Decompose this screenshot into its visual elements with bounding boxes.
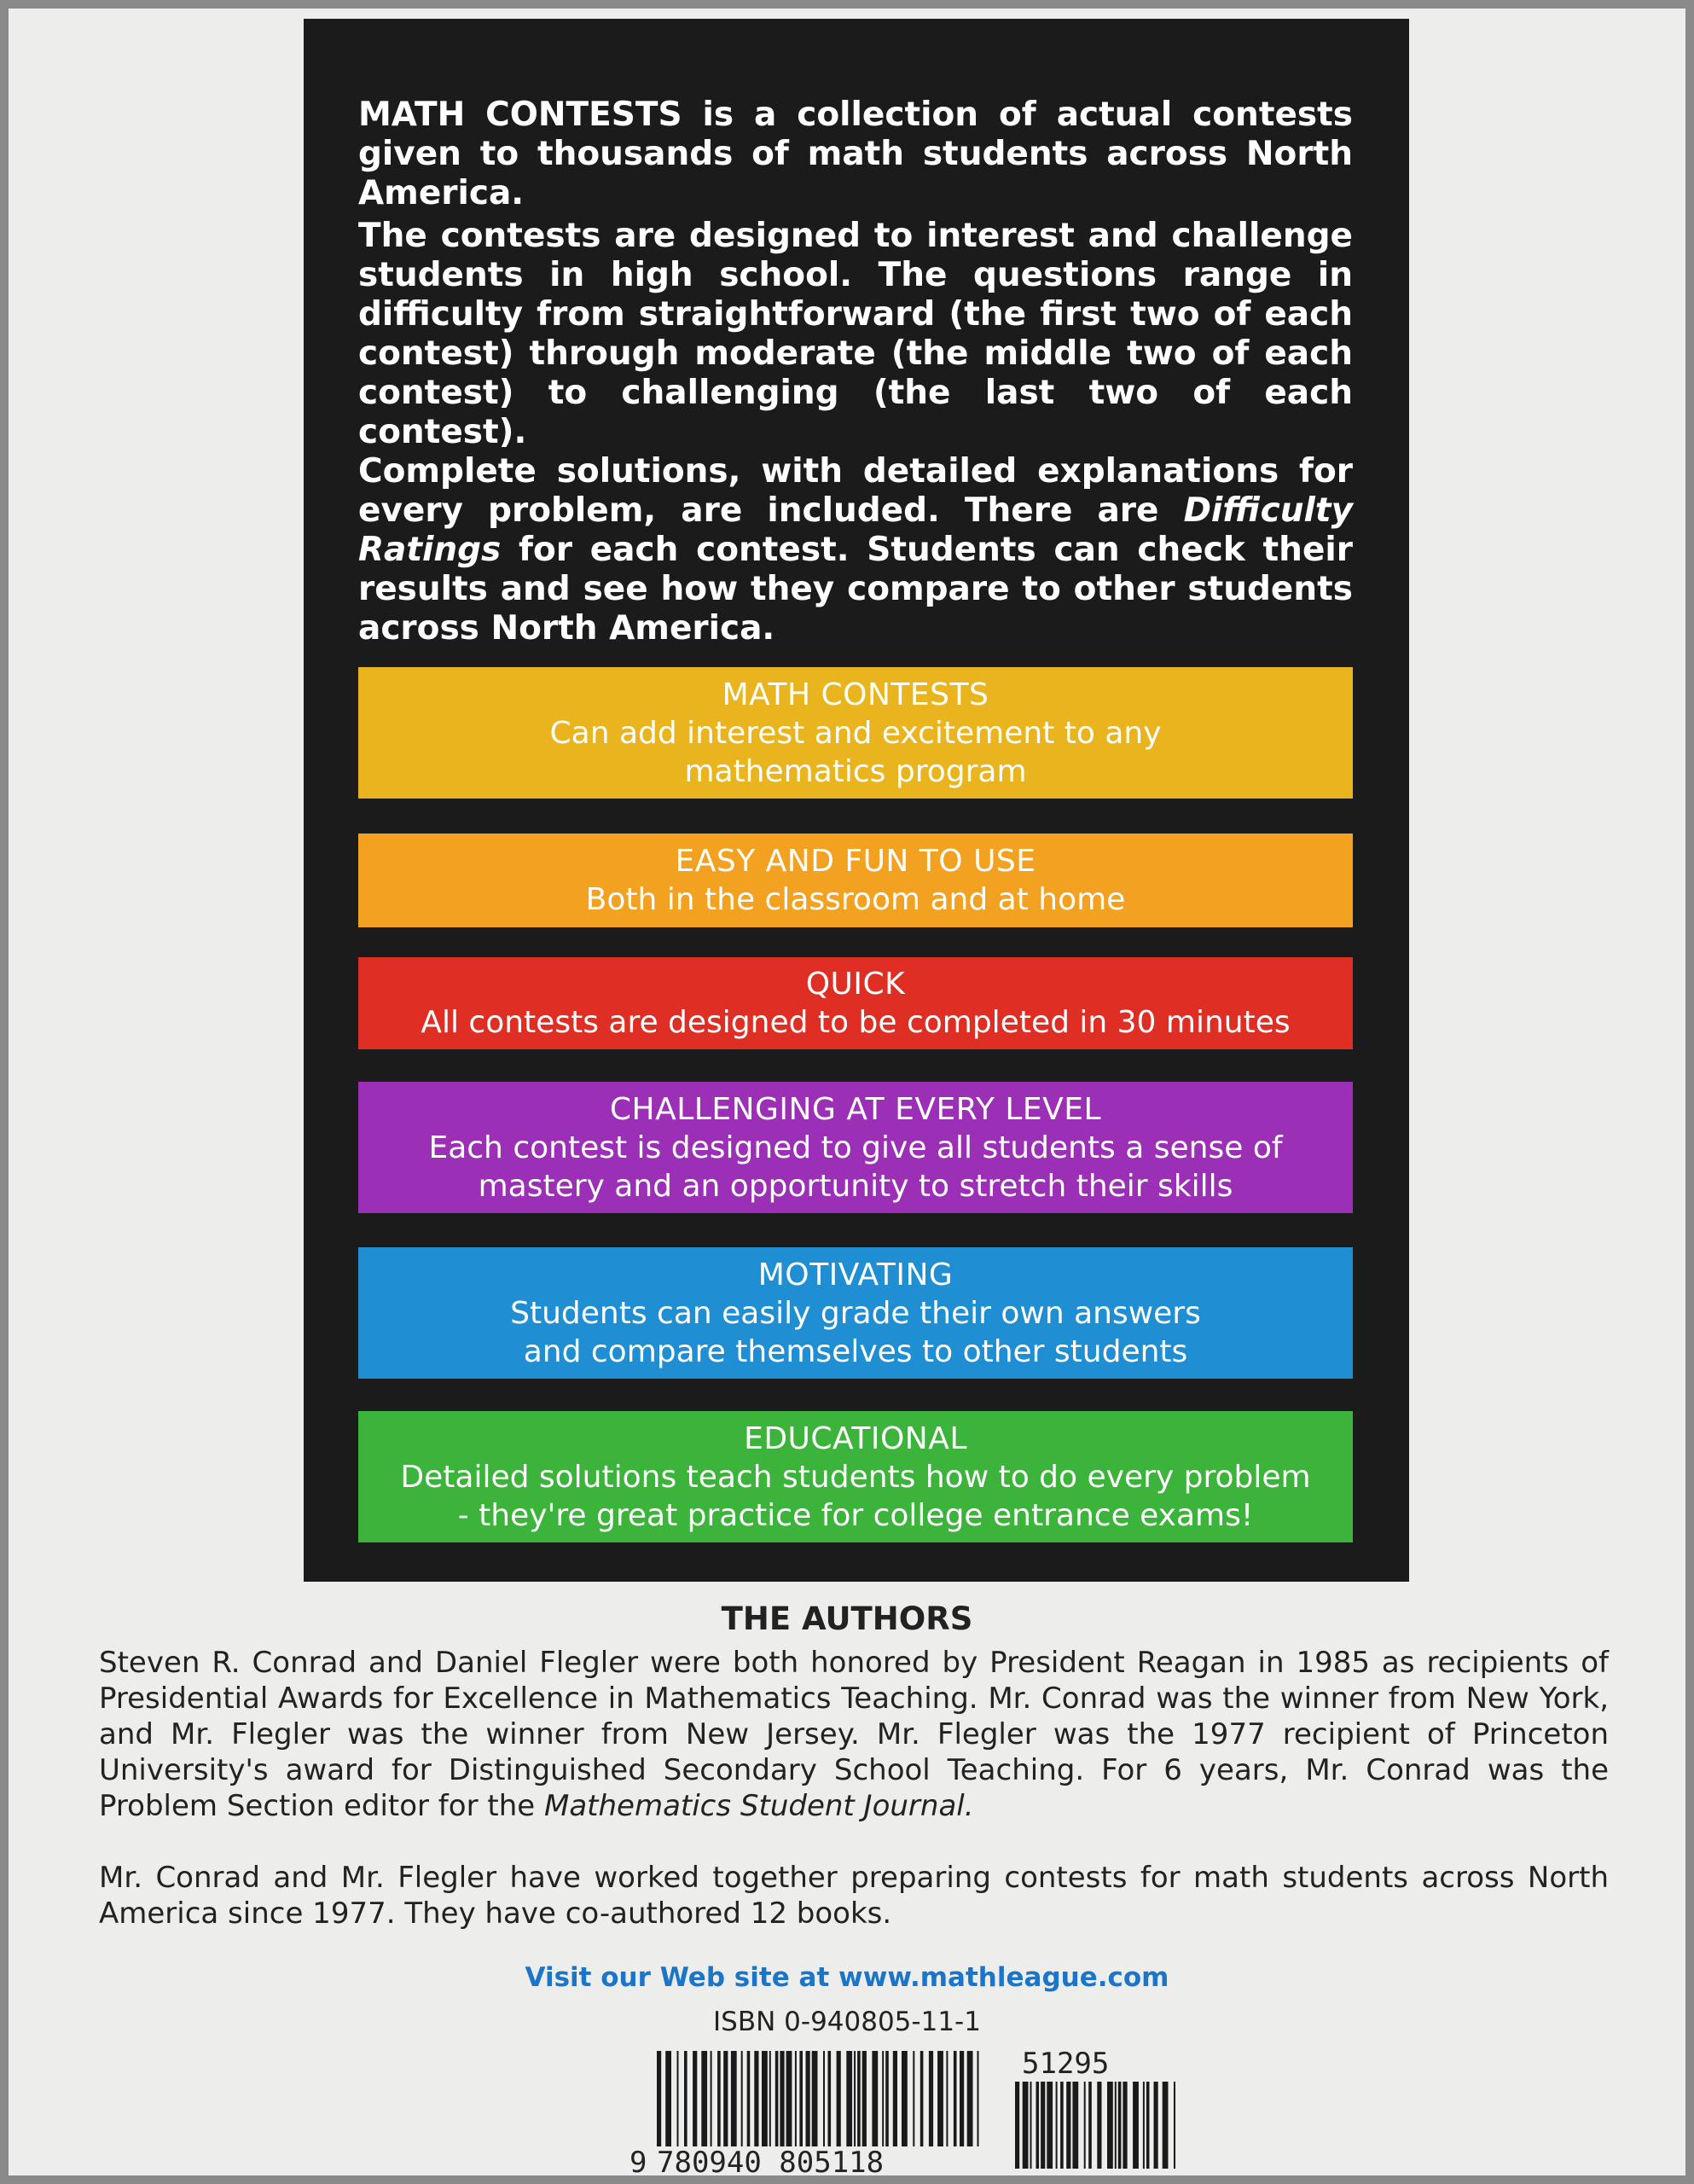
barcode-lead-digit: 9: [629, 2146, 647, 2175]
barcode-bar: [701, 2051, 707, 2146]
barcode-bar: [747, 2051, 751, 2146]
feature-band-motivating: [358, 1247, 1353, 1379]
intro-paragraph-3: [358, 452, 1353, 648]
feature-line: - they're great practice for college entrance exams!: [457, 1497, 1254, 1533]
barcode-bar: [1041, 2082, 1045, 2169]
barcode-bar: [882, 2051, 884, 2146]
feature-heading: QUICK: [805, 967, 906, 1002]
website-link[interactable]: Visit our Web site at www.mathleague.com: [525, 1962, 1169, 1993]
authors-paragraph-2: Mr. Conrad and Mr. Flegler have worked together preparing contests for math students across North America since 1977. They have co-authored 12 books.: [99, 1861, 1609, 1931]
barcode-bar: [885, 2051, 889, 2146]
feature-band-easy-fun: [358, 834, 1353, 927]
barcode-bar: [872, 2051, 878, 2146]
barcode-bar: [723, 2051, 728, 2146]
barcode-bar: [1084, 2082, 1086, 2169]
feature-band-quick: [358, 957, 1353, 1049]
barcode-bar: [1097, 2082, 1101, 2169]
barcode-bar: [769, 2051, 771, 2146]
barcode-bar: [967, 2051, 973, 2146]
feature-line: Can add interest and excitement to any: [549, 715, 1162, 751]
authors-bio-text: Steven R. Conrad and Daniel Flegler were both honored by President Reagan in 1985 as recipients of Presidential Awards for Excellence in Mathematics Teaching. Mr. Conrad was the winner from New York, and Mr. Flegler was the winner from New Jersey. Mr. Flegler was the 1977 recipient of Princeton University's award for Distinguished Secondary School Teaching. For 6 years, Mr. Conrad was the Problem Section editor for the: [99, 1646, 1609, 1823]
journal-title: Mathematics Student Journal.: [543, 1789, 974, 1823]
intro-paragraph-1: MATH CONTESTS is a collection of actual contests given to thousands of math students across North America.: [358, 96, 1353, 212]
barcode-bar: [837, 2051, 841, 2146]
feature-heading: EDUCATIONAL: [744, 1420, 967, 1456]
barcode-bar: [775, 2051, 779, 2146]
isbn-number: ISBN 0-940805-11-1: [713, 2007, 981, 2037]
back-cover: [9, 9, 1685, 2175]
description-panel: [304, 19, 1409, 1582]
barcode-bar: [741, 2051, 743, 2146]
authors-paragraph-1: [99, 1645, 1609, 1824]
barcode-bar: [862, 2051, 867, 2146]
barcode-bar: [812, 2051, 818, 2146]
barcode-addon-digits: 51295: [1022, 2048, 1110, 2081]
barcode-bar: [684, 2051, 687, 2146]
barcode-bar: [1072, 2082, 1078, 2169]
barcode-bar: [1056, 2082, 1058, 2169]
barcode-bar: [1174, 2082, 1175, 2169]
feature-heading: MATH CONTESTS: [722, 677, 989, 712]
barcode-bar: [711, 2051, 712, 2146]
barcode-bar: [1146, 2082, 1150, 2169]
barcode-bar: [823, 2051, 825, 2146]
barcode-bar: [799, 2051, 803, 2146]
barcode-bar: [937, 2051, 943, 2146]
feature-band-challenging: [358, 1082, 1353, 1213]
barcode-bar: [1047, 2082, 1053, 2169]
feature-line: mathematics program: [684, 753, 1027, 789]
feature-band-educational: [358, 1411, 1353, 1542]
barcode-bar: [786, 2051, 792, 2146]
barcode-bar: [731, 2051, 737, 2146]
barcode-bar: [1015, 2082, 1019, 2169]
feature-heading: CHALLENGING AT EVERY LEVEL: [609, 1091, 1102, 1127]
barcode-bar: [665, 2051, 671, 2146]
barcode-bar: [754, 2051, 758, 2146]
barcode-bar: [929, 2051, 933, 2146]
barcode-bar: [1030, 2082, 1032, 2169]
barcode-bar: [1107, 2082, 1113, 2169]
intro-paragraph-2: The contests are designed to interest and challenge students in high school. The questions range in difficulty from straightforward (the first two of each contest) through moderate (the middle two of each contest) to challenging (the last two of each contest).: [358, 217, 1353, 451]
barcode-bar: [1115, 2082, 1117, 2169]
barcode-main-digits: 780940 805118: [657, 2146, 885, 2175]
barcode-bar: [960, 2051, 964, 2146]
barcode-bar: [1066, 2082, 1070, 2169]
intro-paragraph-3-start: Complete solutions, with detailed explanations for every problem, are included. There are: [358, 452, 1353, 530]
intro-paragraph-3-end: for each contest. Students can check their results and see how they compare to other students across North America.: [358, 531, 1353, 648]
barcode-bar: [795, 2051, 797, 2146]
barcode-bar: [1143, 2082, 1145, 2169]
barcode-bar: [1133, 2082, 1139, 2169]
barcode-bar: [677, 2051, 679, 2146]
main-barcode-bars: [657, 2051, 979, 2146]
barcode-bar: [846, 2051, 852, 2146]
barcode-bar: [806, 2051, 810, 2146]
feature-heading: EASY AND FUN TO USE: [675, 844, 1036, 879]
authors-heading: THE AUTHORS: [721, 1600, 973, 1637]
feature-heading: MOTIVATING: [757, 1257, 954, 1292]
feature-band-math-contests: [358, 667, 1353, 799]
barcode-bar: [1118, 2082, 1122, 2169]
addon-barcode-bars: [1015, 2082, 1175, 2169]
barcode-bar: [893, 2051, 897, 2146]
feature-line: All contests are designed to be completed in 30 minutes: [421, 1005, 1291, 1040]
barcode-bar: [978, 2051, 979, 2146]
barcode-bar: [954, 2051, 957, 2146]
feature-line: Detailed solutions teach students how to do every problem: [400, 1459, 1311, 1495]
barcode-bar: [1036, 2082, 1040, 2169]
feature-line: and compare themselves to other students: [523, 1333, 1188, 1369]
barcode-bar: [913, 2051, 914, 2146]
barcode-bar: [657, 2051, 661, 2146]
barcode-bar: [717, 2051, 721, 2146]
barcode-bar: [780, 2051, 784, 2146]
barcode-bar: [854, 2051, 856, 2146]
feature-line: mastery and an opportunity to stretch their skills: [478, 1168, 1233, 1204]
barcode-bar: [902, 2051, 908, 2146]
isbn-barcode: [623, 2048, 1186, 2175]
barcode-bar: [1023, 2082, 1029, 2169]
barcode-bar: [1123, 2082, 1127, 2169]
barcode-bar: [762, 2051, 768, 2146]
barcode-bar: [857, 2051, 861, 2146]
feature-line: Students can easily grade their own answers: [510, 1295, 1201, 1331]
difficulty-ratings-text: Difficulty Ratings: [358, 491, 1353, 569]
barcode-bar: [1163, 2082, 1169, 2169]
feature-line: Both in the classroom and at home: [585, 882, 1126, 917]
barcode-bar: [1088, 2082, 1092, 2169]
barcode-bar: [1154, 2082, 1158, 2169]
barcode-bar: [946, 2051, 948, 2146]
feature-line: Each contest is designed to give all students a sense of: [428, 1130, 1283, 1165]
barcode-bar: [1060, 2082, 1064, 2169]
barcode-bar: [828, 2051, 832, 2146]
barcode-bar: [920, 2051, 924, 2146]
barcode-bar: [693, 2051, 697, 2146]
